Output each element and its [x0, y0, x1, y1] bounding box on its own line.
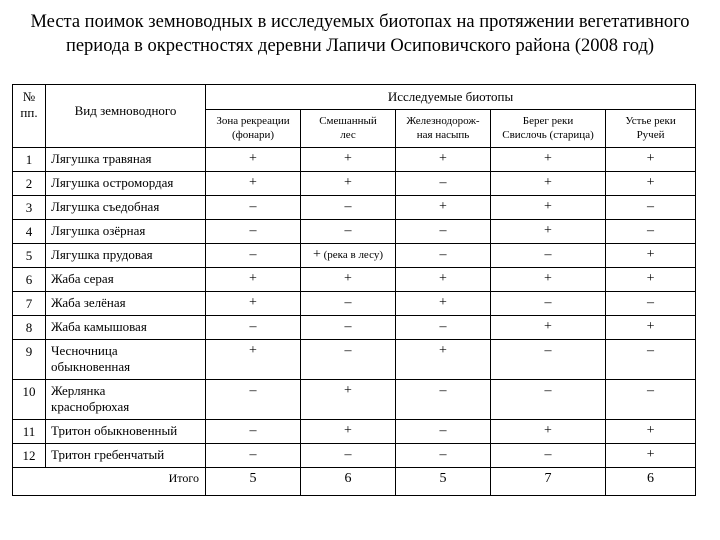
presence-mark: –	[206, 220, 301, 244]
presence-mark: –	[396, 380, 491, 420]
row-number: 3	[13, 196, 46, 220]
table-row	[13, 340, 696, 380]
table-row	[13, 196, 696, 220]
table-row	[13, 172, 696, 196]
presence-mark: +	[606, 148, 696, 172]
species-name: Тритон гребенчатый	[46, 444, 206, 468]
row-number: 7	[13, 292, 46, 316]
table-row	[13, 316, 696, 340]
presence-mark: –	[491, 380, 606, 420]
row-number: 8	[13, 316, 46, 340]
presence-mark: –	[301, 292, 396, 316]
presence-mark: +	[491, 172, 606, 196]
header-biotope: Зона рекреации (фонари)	[206, 109, 301, 147]
presence-mark: –	[206, 380, 301, 420]
presence-mark: +	[606, 316, 696, 340]
presence-mark: +	[206, 172, 301, 196]
species-name: Тритон обыкновенный	[46, 420, 206, 444]
presence-mark: –	[206, 316, 301, 340]
presence-mark: +	[206, 292, 301, 316]
presence-mark: +	[396, 292, 491, 316]
table-row	[13, 444, 696, 468]
title-line-2: периода в окрестностях деревни Лапичи Осиповичского района (2008 год)	[65, 36, 655, 56]
presence-mark: –	[301, 340, 396, 380]
presence-mark: –	[606, 196, 696, 220]
row-number: 12	[13, 444, 46, 468]
header-biotope: Устье реки Ручей	[606, 109, 696, 147]
row-number: 9	[13, 340, 46, 380]
presence-mark: –	[206, 244, 301, 268]
header-num: № пп.	[13, 85, 46, 148]
presence-mark: +	[606, 420, 696, 444]
presence-mark: +	[606, 172, 696, 196]
table-row	[13, 148, 696, 172]
totals-empty-cell	[13, 468, 46, 496]
presence-mark: +	[396, 148, 491, 172]
presence-mark: +	[206, 340, 301, 380]
table-row	[13, 244, 696, 268]
presence-mark: –	[606, 292, 696, 316]
presence-mark: –	[606, 380, 696, 420]
presence-mark: +	[491, 196, 606, 220]
presence-mark: –	[301, 316, 396, 340]
presence-mark: +	[606, 244, 696, 268]
presence-mark: +	[396, 196, 491, 220]
row-number: 5	[13, 244, 46, 268]
presence-mark: +	[491, 220, 606, 244]
header-row-1	[13, 85, 696, 110]
row-number: 11	[13, 420, 46, 444]
presence-mark: +	[491, 420, 606, 444]
presence-mark: –	[396, 420, 491, 444]
header-species: Вид земноводного	[46, 85, 206, 148]
presence-mark: –	[206, 444, 301, 468]
presence-mark: +	[606, 268, 696, 292]
presence-mark-with-note: + (река в лесу)	[301, 244, 396, 268]
table-row	[13, 420, 696, 444]
presence-note: (река в лесу)	[320, 249, 383, 261]
header-biotope: Смешанный лес	[301, 109, 396, 147]
presence-mark: +	[301, 148, 396, 172]
species-name: Лягушка остромордая	[46, 172, 206, 196]
total-value: 7	[491, 468, 606, 496]
table-row	[13, 220, 696, 244]
presence-mark: +	[491, 316, 606, 340]
presence-mark: –	[396, 172, 491, 196]
table-row	[13, 292, 696, 316]
presence-mark: +	[491, 268, 606, 292]
total-value: 6	[606, 468, 696, 496]
species-name: Жерлянка краснобрюхая	[46, 380, 206, 420]
presence-mark: –	[606, 220, 696, 244]
presence-mark: +	[396, 268, 491, 292]
species-name: Лягушка травяная	[46, 148, 206, 172]
species-name: Жаба зелёная	[46, 292, 206, 316]
header-biotope: Железнодорож- ная насыпь	[396, 109, 491, 147]
table-row	[13, 380, 696, 420]
total-value: 6	[301, 468, 396, 496]
species-name: Лягушка съедобная	[46, 196, 206, 220]
row-number: 10	[13, 380, 46, 420]
total-value: 5	[396, 468, 491, 496]
presence-mark: +	[206, 268, 301, 292]
presence-mark: –	[301, 444, 396, 468]
presence-mark: +	[396, 340, 491, 380]
species-name: Жаба серая	[46, 268, 206, 292]
title-line-1: Места поимок земноводных в исследуемых биотопах на протяжении вегетативного	[30, 12, 690, 32]
row-number: 1	[13, 148, 46, 172]
totals-row	[13, 468, 696, 496]
header-biotope: Берег реки Свислочь (старица)	[491, 109, 606, 147]
total-value: 5	[206, 468, 301, 496]
presence-mark: –	[491, 340, 606, 380]
row-number: 4	[13, 220, 46, 244]
biotope-table	[12, 84, 696, 496]
presence-mark: –	[301, 220, 396, 244]
presence-mark: –	[606, 340, 696, 380]
presence-mark: +	[206, 148, 301, 172]
presence-mark: –	[491, 444, 606, 468]
species-name: Жаба камышовая	[46, 316, 206, 340]
totals-label: Итого	[46, 468, 206, 496]
presence-mark: +	[606, 444, 696, 468]
species-name: Чесночница обыкновенная	[46, 340, 206, 380]
table-row	[13, 268, 696, 292]
presence-mark: –	[396, 244, 491, 268]
presence-mark: +	[301, 172, 396, 196]
presence-mark: –	[206, 196, 301, 220]
presence-mark: +	[491, 148, 606, 172]
presence-mark: +	[301, 268, 396, 292]
row-number: 6	[13, 268, 46, 292]
presence-mark: –	[206, 420, 301, 444]
header-biotopes-group: Исследуемые биотопы	[206, 85, 696, 110]
species-name: Лягушка прудовая	[46, 244, 206, 268]
row-number: 2	[13, 172, 46, 196]
presence-mark: –	[396, 316, 491, 340]
species-name: Лягушка озёрная	[46, 220, 206, 244]
table-title	[0, 10, 720, 58]
presence-mark: –	[491, 244, 606, 268]
presence-mark: +	[301, 380, 396, 420]
presence-mark: +	[301, 420, 396, 444]
presence-mark: –	[396, 220, 491, 244]
presence-mark: –	[301, 196, 396, 220]
presence-mark: –	[396, 444, 491, 468]
presence-mark: –	[491, 292, 606, 316]
